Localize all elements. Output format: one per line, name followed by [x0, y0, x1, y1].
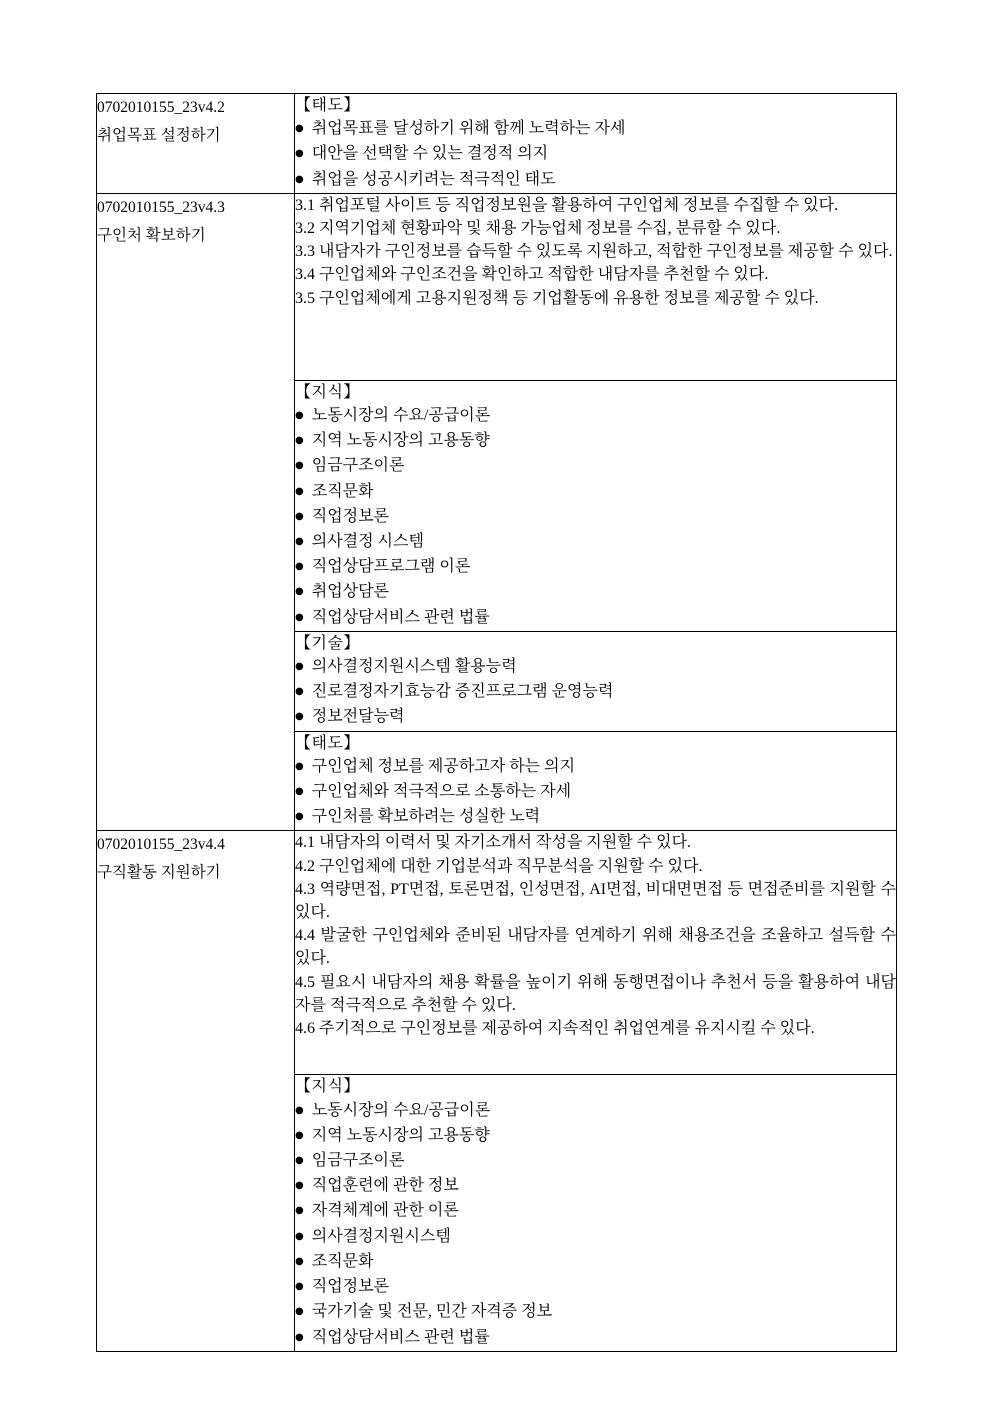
bullet-text: 의사결정지원시스템 — [311, 1227, 451, 1245]
bullet-item — [295, 1250, 896, 1275]
bullet-icon: ● — [295, 686, 304, 698]
bullet-item — [295, 606, 896, 631]
bullet-item — [295, 580, 896, 605]
section-cell — [295, 731, 897, 831]
bullet-item — [295, 168, 896, 193]
bullet-item — [295, 1225, 896, 1250]
section-header: 【기술】 — [295, 634, 360, 652]
criteria-item: 4.1 내담자의 이력서 및 자기소개서 작성을 지원할 수 있다. — [295, 834, 692, 852]
bullet-item — [295, 1099, 896, 1124]
criteria-item: 3.2 지역기업체 현황파악 및 채용 가능업체 정보를 수집, 분류할 수 있다. — [295, 220, 781, 238]
bullet-item — [295, 655, 896, 680]
unit-code: 0702010155_23v4.3 — [97, 198, 225, 216]
bullet-item — [295, 1124, 896, 1149]
section-header: 【지식】 — [295, 383, 360, 401]
bullet-icon: ● — [295, 1205, 304, 1217]
bullet-text: 구인업체와 적극적으로 소통하는 자세 — [311, 783, 572, 801]
criteria-item: 4.6 주기적으로 구인정보를 제공하여 지속적인 취업연계를 유지시킬 수 있다. — [295, 1020, 815, 1038]
bullet-text: 직업상담서비스 관련 법률 — [311, 1328, 490, 1346]
section-header: 【지식】 — [295, 1078, 360, 1096]
bullet-text: 구인처를 확보하려는 성실한 노력 — [311, 808, 541, 826]
bullet-item — [295, 680, 896, 705]
bullet-icon: ● — [295, 536, 304, 548]
section-cell — [295, 380, 897, 631]
bullet-text: 노동시장의 수요/공급이론 — [311, 407, 491, 425]
unit-title: 구직활동 지원하기 — [97, 864, 221, 882]
bullet-item — [295, 1199, 896, 1224]
competency-table-body — [97, 94, 897, 1352]
bullet-icon: ● — [295, 1180, 304, 1192]
bullet-item — [295, 1275, 896, 1300]
bullet-text: 노동시장의 수요/공급이론 — [311, 1101, 491, 1119]
bullet-icon: ● — [295, 1306, 304, 1318]
bullet-icon: ● — [295, 123, 304, 135]
bullet-text: 지역 노동시장의 고용동향 — [311, 432, 490, 450]
bullet-icon: ● — [295, 561, 304, 573]
bullet-icon: ● — [295, 485, 304, 497]
bullet-item — [295, 780, 896, 805]
bullet-text: 임금구조이론 — [311, 457, 405, 475]
bullet-item — [295, 480, 896, 505]
section-header: 【태도】 — [295, 734, 360, 752]
criteria-item: 4.3 역량면접, PT면접, 토론면접, 인성면접, AI면접, 비대면면접 등 면접준비를 지원할 수 있다. — [295, 880, 896, 922]
bullet-item — [295, 505, 896, 530]
performance-criteria-cell — [295, 831, 897, 1075]
bullet-icon: ● — [295, 510, 304, 522]
section-header: 【태도】 — [295, 97, 360, 114]
table-row — [97, 831, 897, 1075]
bullet-icon: ● — [295, 460, 304, 472]
criteria-item: 3.5 구인업체에게 고용지원정책 등 기업활동에 유용한 정보를 제공할 수 있다. — [295, 289, 819, 307]
bullet-item — [295, 117, 896, 142]
bullet-item — [295, 142, 896, 167]
unit-code: 0702010155_23v4.4 — [97, 836, 225, 854]
bullet-icon: ● — [295, 661, 304, 673]
bullet-text: 정보전달능력 — [311, 708, 405, 726]
section-cell — [295, 1075, 897, 1351]
unit-title: 취업목표 설정하기 — [97, 127, 221, 144]
bullet-icon: ● — [295, 435, 304, 447]
bullet-text: 직업상담프로그램 이론 — [311, 558, 471, 576]
criteria-item: 3.4 구인업체와 구인조건을 확인하고 적합한 내담자를 추천할 수 있다. — [295, 266, 769, 284]
bullet-icon: ● — [295, 611, 304, 623]
table-row — [97, 193, 897, 380]
competency-table — [96, 93, 897, 1352]
bullet-icon: ● — [295, 173, 304, 185]
bullet-item — [295, 404, 896, 429]
bullet-item — [295, 1300, 896, 1325]
bullet-text: 국가기술 및 전문, 민간 자격증 정보 — [311, 1303, 553, 1321]
unit-code-cell — [97, 94, 295, 194]
bullet-text: 직업훈련에 관한 정보 — [311, 1177, 459, 1195]
bullet-item — [295, 454, 896, 479]
bullet-text: 의사결정지원시스템 활용능력 — [311, 658, 517, 676]
bullet-text: 취업상담론 — [311, 583, 390, 601]
bullet-item — [295, 705, 896, 730]
criteria-item: 3.1 취업포털 사이트 등 직업정보원을 활용하여 구인업체 정보를 수집할 수 있다. — [295, 196, 839, 214]
bullet-text: 직업정보론 — [311, 507, 390, 525]
performance-criteria-cell — [295, 193, 897, 380]
unit-code-cell — [97, 193, 295, 831]
bullet-icon: ● — [295, 1281, 304, 1293]
bullet-item — [295, 530, 896, 555]
criteria-item: 3.3 내담자가 구인정보를 습득할 수 있도록 지원하고, 적합한 구인정보를 제공할 수 있다. — [295, 243, 893, 261]
bullet-icon: ● — [295, 1255, 304, 1267]
bullet-text: 진로결정자기효능감 증진프로그램 운영능력 — [311, 683, 614, 701]
bullet-icon: ● — [295, 1129, 304, 1141]
bullet-text: 직업상담서비스 관련 법률 — [311, 608, 490, 626]
bullet-text: 지역 노동시장의 고용동향 — [311, 1126, 490, 1144]
bullet-icon: ● — [295, 1104, 304, 1116]
bullet-icon: ● — [295, 786, 304, 798]
bullet-icon: ● — [295, 1230, 304, 1242]
bullet-text: 구인업체 정보를 제공하고자 하는 의지 — [311, 757, 576, 775]
bullet-text: 임금구조이론 — [311, 1152, 405, 1170]
bullet-icon: ● — [295, 410, 304, 422]
bullet-text: 취업을 성공시키려는 적극적인 태도 — [311, 170, 556, 188]
section-cell — [295, 94, 897, 194]
bullet-item — [295, 429, 896, 454]
bullet-icon: ● — [295, 1331, 304, 1343]
bullet-item — [295, 555, 896, 580]
bullet-icon: ● — [295, 811, 304, 823]
bullet-item — [295, 755, 896, 780]
bullet-text: 조직문화 — [311, 482, 374, 500]
bullet-text: 취업목표를 달성하기 위해 함께 노력하는 자세 — [311, 120, 626, 138]
bullet-item — [295, 1149, 896, 1174]
bullet-icon: ● — [295, 760, 304, 772]
bullet-text: 자격체계에 관한 이론 — [311, 1202, 459, 1220]
unit-title: 구인처 확보하기 — [97, 226, 206, 244]
bullet-item — [295, 1326, 896, 1351]
bullet-text: 의사결정 시스템 — [311, 533, 424, 551]
bullet-text: 조직문화 — [311, 1252, 374, 1270]
bullet-text: 직업정보론 — [311, 1278, 390, 1296]
bullet-item — [295, 805, 896, 830]
bullet-icon: ● — [295, 586, 304, 598]
section-cell — [295, 631, 897, 731]
criteria-item: 4.2 구인업체에 대한 기업분석과 직무분석을 지원할 수 있다. — [295, 857, 703, 875]
bullet-icon: ● — [295, 711, 304, 723]
bullet-icon: ● — [295, 1155, 304, 1167]
bullet-item — [295, 1174, 896, 1199]
bullet-icon: ● — [295, 148, 304, 160]
table-row — [97, 94, 897, 194]
unit-code-cell — [97, 831, 295, 1351]
bullet-text: 대안을 선택할 수 있는 결정적 의지 — [311, 145, 549, 163]
unit-code: 0702010155_23v4.2 — [97, 99, 225, 116]
criteria-item: 4.4 발굴한 구인업체와 준비된 내담자를 연계하기 위해 채용조건을 조율하고 설득할 수 있다. — [295, 927, 896, 968]
criteria-item: 4.5 필요시 내담자의 채용 확률을 높이기 위해 동행면접이나 추천서 등을 활용하여 내담자를 적극적으로 추천할 수 있다. — [295, 973, 896, 1014]
